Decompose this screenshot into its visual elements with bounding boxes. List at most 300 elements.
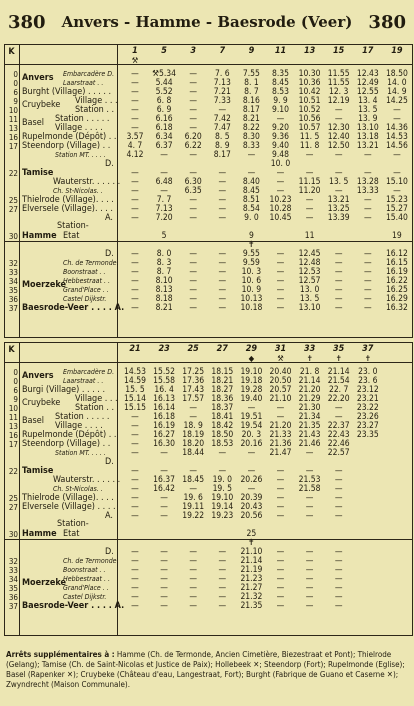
time-cell: — xyxy=(218,204,227,214)
stop-hebbestraat: Hebbestraat . . xyxy=(63,277,111,285)
km-value: 32 xyxy=(8,557,18,566)
time-cell: — xyxy=(218,565,227,575)
a-marker: A. xyxy=(105,213,113,223)
time-cell: — xyxy=(131,258,139,268)
km-value: 32 xyxy=(8,259,18,268)
timetable-block-morning xyxy=(4,44,413,338)
time-cell: — xyxy=(334,583,343,593)
time-cell: — xyxy=(276,547,285,557)
time-cell: — xyxy=(276,114,285,124)
time-cell: 17.25 xyxy=(182,367,205,377)
time-cell: — xyxy=(276,583,285,593)
stop-steendorp-station: Station MT. . . . . xyxy=(55,449,106,457)
time-cell: 6.48 xyxy=(155,177,173,187)
time-cell: 7.33 xyxy=(213,96,231,106)
time-cell: — xyxy=(131,168,139,178)
time-cell: — xyxy=(218,556,227,566)
time-cell: — xyxy=(218,303,227,313)
stop-grand-place: Grand'Place . . xyxy=(63,584,109,592)
time-cell: — xyxy=(276,403,285,413)
footnote-text: Hamme (Ch. de Termonde, Ancien Cimetière, Biezestraat et Pont); Thielrode (Gelang); Tamise (Ch. de Saint-Nicolas et Justice de Paix); Hollebeek ✕; Steendorp (Fort); Rupelmonde (Eglise); Basel (Rapenker ✕); Cruybeke (Château d'eau, Langestraat, Fort); Burght (Fabrique de Guano et Caserne ✕); Zwyndrecht (Maison Communale). xyxy=(6,650,405,689)
time-cell: — xyxy=(189,592,198,602)
time-cell: — xyxy=(218,448,227,458)
station-steendorp: Steendorp (Village) . . xyxy=(22,141,111,151)
time-cell: — xyxy=(305,213,314,223)
time-cell: 8.45 xyxy=(242,186,260,196)
station-burght: Burght (Village) . . . . . xyxy=(22,87,112,97)
time-cell: 13.10 xyxy=(298,303,321,313)
time-cell: 21.14 xyxy=(240,556,263,566)
time-cell: 13. 9 xyxy=(358,114,378,124)
time-cell: — xyxy=(334,484,343,494)
time-cell: 5.44 xyxy=(155,78,173,88)
time-cell: — xyxy=(189,105,198,115)
time-cell: — xyxy=(334,105,343,115)
time-cell: — xyxy=(131,502,139,512)
time-cell: 16.29 xyxy=(385,294,408,304)
time-cell: — xyxy=(131,448,139,458)
km-value: 0 xyxy=(13,70,18,79)
d-marker-hamme: D. xyxy=(105,249,114,259)
time-cell: — xyxy=(363,285,372,295)
train-number: 29 xyxy=(245,344,258,354)
d-marker: D. xyxy=(105,159,114,169)
time-cell: — xyxy=(189,168,198,178)
km-value: 9 xyxy=(13,97,18,106)
time-cell: 21.29 xyxy=(298,394,321,404)
stop-basel-village: Village . . . . xyxy=(55,421,103,431)
time-cell: 21.10 xyxy=(240,547,263,557)
stop-laarstraat: Laarstraat . . xyxy=(63,79,104,87)
train-number: 37 xyxy=(362,344,374,354)
time-cell: — xyxy=(189,114,198,124)
time-cell: — xyxy=(276,574,285,584)
stop-cruybeke-station: Station . . xyxy=(75,403,115,413)
time-cell: 8.17 xyxy=(213,150,231,160)
hamme-divider xyxy=(5,241,412,242)
time-cell: 14.59 xyxy=(124,376,146,386)
time-cell: — xyxy=(276,249,285,259)
time-cell: 13.21 xyxy=(327,195,350,205)
stop-laarstraat: Laarstraat . . xyxy=(63,377,104,385)
stop-boonstraat: Boonstraat . . xyxy=(63,268,106,276)
time-cell: 6. 8 xyxy=(156,96,172,106)
time-cell: 20. 3 xyxy=(241,430,262,440)
time-cell: 15.14 xyxy=(124,394,146,404)
time-cell: — xyxy=(131,511,139,521)
time-cell: — xyxy=(189,547,198,557)
km-value: 13 xyxy=(8,124,18,133)
time-cell: 18.21 xyxy=(211,376,234,386)
time-cell: — xyxy=(131,466,139,476)
time-cell: — xyxy=(131,430,139,440)
time-cell: — xyxy=(131,213,139,223)
time-cell: 14.36 xyxy=(385,123,408,133)
time-cell: 13.10 xyxy=(356,123,379,133)
time-cell: 23.12 xyxy=(356,385,379,395)
time-cell: — xyxy=(247,168,256,178)
time-cell: 21. 8 xyxy=(299,367,320,377)
station-thielrode: Thielrode (Village). . . . xyxy=(22,195,114,205)
time-cell: — xyxy=(218,574,227,584)
time-cell: 8. 1 xyxy=(244,78,259,88)
station-rupelmonde: Rupelmonde (Dépôt) . . xyxy=(22,430,117,440)
km-value: 17 xyxy=(8,440,18,449)
km-value: 36 xyxy=(8,593,18,602)
time-cell: — xyxy=(393,150,401,160)
km-value: 35 xyxy=(8,584,18,593)
time-cell: 8. 7 xyxy=(156,267,172,277)
km-label: K xyxy=(8,47,15,57)
time-cell: — xyxy=(276,303,285,313)
time-cell: 18.20 xyxy=(182,439,205,449)
time-cell: — xyxy=(131,475,139,485)
time-cell: — xyxy=(305,511,314,521)
time-cell: 16.14 xyxy=(153,403,176,413)
time-cell: 13. 4 xyxy=(358,96,378,106)
stop-basel-station: Station . . . . . xyxy=(55,412,110,422)
time-cell: 6.20 xyxy=(184,132,202,142)
time-cell: — xyxy=(160,511,168,521)
time-cell: — xyxy=(334,601,343,611)
time-cell: 8.40 xyxy=(242,177,260,187)
time-cell: — xyxy=(393,186,401,196)
km-value: 37 xyxy=(8,602,18,611)
time-cell: 13.33 xyxy=(356,186,379,196)
time-cell: 9 xyxy=(248,231,254,241)
station-elversele: Elversele (Village) . . . . xyxy=(22,502,116,512)
stop-ch-st-nicolas: Ch. St-Nicolas. . xyxy=(53,485,103,493)
time-cell: 8.18 xyxy=(155,294,173,304)
time-cell: — xyxy=(131,583,139,593)
time-cell: — xyxy=(305,204,314,214)
time-cell: 12.40 xyxy=(327,132,350,142)
page-header xyxy=(0,0,414,42)
time-cell: 13. 0 xyxy=(299,285,320,295)
time-cell: — xyxy=(189,466,198,476)
time-cell: 18.45 xyxy=(182,475,205,485)
time-cell: — xyxy=(334,565,343,575)
time-cell: — xyxy=(189,96,198,106)
km-value: 10 xyxy=(8,404,18,413)
train-number: 13 xyxy=(303,46,316,56)
time-cell: — xyxy=(160,601,168,611)
station-divider xyxy=(117,45,118,337)
time-cell: 13. 5 xyxy=(328,177,349,187)
time-cell: — xyxy=(276,168,285,178)
time-cell: — xyxy=(363,294,372,304)
hamme-divider xyxy=(5,539,412,540)
time-cell: 22.37 xyxy=(327,421,350,431)
time-cell: — xyxy=(160,448,168,458)
time-cell: — xyxy=(189,601,198,611)
time-cell: 23.27 xyxy=(356,421,379,431)
time-cell: 21.47 xyxy=(269,448,292,458)
time-cell: — xyxy=(218,105,227,115)
time-cell: 5 xyxy=(161,231,167,241)
time-cell: 16.25 xyxy=(385,285,408,295)
time-cell: 8.21 xyxy=(242,114,260,124)
time-cell: 14.53 xyxy=(385,132,408,142)
time-cell: — xyxy=(189,556,198,566)
time-cell: 10.18 xyxy=(240,303,263,313)
time-cell: 6.30 xyxy=(184,177,202,187)
time-cell: — xyxy=(334,114,343,124)
time-cell: — xyxy=(334,267,343,277)
time-cell: — xyxy=(131,195,139,205)
stop-castel-dijkstr: Castel Dijkstr. xyxy=(63,593,107,601)
time-cell: — xyxy=(131,204,139,214)
time-cell: — xyxy=(393,168,401,178)
stop-hamme-station-1: Station- xyxy=(57,221,89,231)
time-cell: — xyxy=(131,556,139,566)
time-cell: — xyxy=(160,502,168,512)
time-cell: 6.37 xyxy=(155,141,173,151)
time-cell: 18.27 xyxy=(211,385,234,395)
time-cell: 15.15 xyxy=(124,403,146,413)
time-cell: 8.22 xyxy=(242,123,260,133)
time-cell: — xyxy=(393,114,401,124)
time-cell: — xyxy=(218,267,227,277)
time-cell: 21.23 xyxy=(240,574,263,584)
stop-embarcadere: Embarcadère D. xyxy=(63,70,115,78)
time-cell: 12.45 xyxy=(298,249,321,259)
time-cell: — xyxy=(276,276,285,286)
time-cell: — xyxy=(189,123,198,133)
km-value: 6 xyxy=(13,88,18,97)
time-cell: 9.59 xyxy=(242,258,260,268)
time-cell: — xyxy=(189,195,198,205)
time-cell: — xyxy=(334,556,343,566)
stop-basel-station: Station . . . . . xyxy=(55,114,110,124)
time-cell: — xyxy=(189,204,198,214)
stop-embarcadere: Embarcadère D. xyxy=(63,368,115,376)
train-number: 11 xyxy=(274,46,287,56)
time-cell: 11. 8 xyxy=(299,141,320,151)
time-cell: — xyxy=(131,294,139,304)
time-cell: 7.13 xyxy=(213,78,231,88)
time-cell: — xyxy=(218,186,227,196)
time-cell: 20.57 xyxy=(269,385,292,395)
time-cell: 21.30 xyxy=(298,403,321,413)
time-cell: 19.10 xyxy=(240,367,263,377)
time-cell: — xyxy=(131,285,139,295)
d-marker: D. xyxy=(105,457,114,467)
station-cruybeke: Cruybeke xyxy=(22,100,61,110)
time-cell: 12.30 xyxy=(327,123,350,133)
time-cell: 12.49 xyxy=(356,78,379,88)
table-number-right: 380 xyxy=(368,12,406,33)
time-cell: — xyxy=(160,168,168,178)
km-value: 17 xyxy=(8,142,18,151)
time-cell: 20.40 xyxy=(269,367,292,377)
time-cell: ✝ xyxy=(248,240,255,250)
train-number: 7 xyxy=(219,46,226,56)
time-cell: 14.53 xyxy=(124,367,146,377)
time-cell: — xyxy=(131,565,139,575)
time-cell: 16.30 xyxy=(153,439,176,449)
time-cell: — xyxy=(363,267,372,277)
time-cell: 23.22 xyxy=(356,403,379,413)
time-cell: — xyxy=(218,249,227,259)
time-cell: — xyxy=(131,493,139,503)
train-number: 3 xyxy=(190,46,196,56)
time-cell: 15.52 xyxy=(153,367,176,377)
time-cell: — xyxy=(189,565,198,575)
time-cell: — xyxy=(189,294,198,304)
time-cell: 6.22 xyxy=(184,141,202,151)
time-cell: — xyxy=(276,511,285,521)
time-cell: 18.50 xyxy=(385,69,408,79)
time-cell: 21.54 xyxy=(327,376,350,386)
stop-cruybeke-village: Village . . . xyxy=(75,394,118,404)
time-cell: 19 xyxy=(392,231,402,241)
time-cell: — xyxy=(247,466,256,476)
time-cell: 10.42 xyxy=(298,87,321,97)
time-cell: — xyxy=(305,565,314,575)
time-cell: — xyxy=(131,484,139,494)
station-tamise: Tamise xyxy=(22,466,54,476)
d-marker-hamme: D. xyxy=(105,547,114,557)
time-cell: 20.50 xyxy=(269,376,292,386)
train-symbol: ⚒ xyxy=(277,354,284,363)
time-cell: 16.18 xyxy=(153,412,176,422)
time-cell: 19.11 xyxy=(182,502,205,512)
stop-hamme-station-2: Etat xyxy=(63,231,80,241)
time-cell: 19.22 xyxy=(182,511,205,521)
time-cell: — xyxy=(363,276,372,286)
station-baesrode: Baesrode-Veer . . . . A. xyxy=(22,601,125,611)
time-cell: — xyxy=(218,592,227,602)
time-cell: 19.23 xyxy=(211,511,234,521)
time-cell: 20.16 xyxy=(240,439,263,449)
time-cell: 8.17 xyxy=(242,105,260,115)
time-cell: 12.55 xyxy=(356,87,379,97)
time-cell: — xyxy=(218,466,227,476)
time-cell: — xyxy=(305,547,314,557)
train-symbol: ✝ xyxy=(364,354,371,363)
time-cell: 7.13 xyxy=(155,204,173,214)
time-cell: — xyxy=(363,249,372,259)
time-cell: 15.23 xyxy=(385,195,408,205)
time-cell: — xyxy=(131,87,139,97)
time-cell: 10.23 xyxy=(269,195,292,205)
km-value: 16 xyxy=(8,133,18,142)
time-cell: — xyxy=(131,547,139,557)
time-cell: 16.19 xyxy=(385,267,408,277)
km-value: 33 xyxy=(8,268,18,277)
time-cell: 9.36 xyxy=(271,132,290,142)
time-cell: 21.35 xyxy=(298,421,321,431)
km-value: 30 xyxy=(8,530,18,539)
time-cell: 7.21 xyxy=(213,87,231,97)
time-cell: 13.21 xyxy=(356,141,379,151)
train-number: 9 xyxy=(248,46,255,56)
time-cell: — xyxy=(131,177,139,187)
time-cell: — xyxy=(334,574,343,584)
time-cell: — xyxy=(276,601,285,611)
time-cell: 3.57 xyxy=(126,132,144,142)
time-cell: 9.55 xyxy=(242,249,260,259)
train-symbol: ◆ xyxy=(248,354,255,363)
time-cell: 14. 9 xyxy=(387,87,407,97)
stop-hebbestraat: Hebbestraat . . xyxy=(63,575,111,583)
time-cell: — xyxy=(189,150,198,160)
time-cell: 21.36 xyxy=(269,439,292,449)
time-cell: — xyxy=(218,177,227,187)
time-cell: — xyxy=(363,213,372,223)
km-value: 27 xyxy=(8,503,18,512)
time-cell: — xyxy=(131,186,139,196)
time-cell: — xyxy=(334,412,343,422)
footnote xyxy=(6,650,408,690)
time-cell: 21.20 xyxy=(298,385,321,395)
time-cell: — xyxy=(189,303,198,313)
time-cell: — xyxy=(131,69,139,79)
time-cell: 9.10 xyxy=(271,105,290,115)
time-cell: 19.40 xyxy=(240,394,263,404)
time-cell: 12.57 xyxy=(298,276,321,286)
time-cell: 16.37 xyxy=(153,475,176,485)
time-cell: — xyxy=(276,493,285,503)
time-cell: 10.52 xyxy=(298,105,321,115)
train-number: 19 xyxy=(391,46,403,56)
time-cell: 10. 0 xyxy=(270,159,291,169)
km-value: 16 xyxy=(8,431,18,440)
km-value: 34 xyxy=(8,277,18,286)
time-cell: ⚒5.34 xyxy=(152,69,177,79)
time-cell: 7. 6 xyxy=(215,69,230,79)
km-value: 25 xyxy=(8,494,18,503)
time-cell: 7.47 xyxy=(213,123,231,133)
time-cell: — xyxy=(276,502,285,512)
time-cell: 11.55 xyxy=(327,78,350,88)
time-cell: 17.43 xyxy=(182,385,205,395)
stop-castel-dijkstr: Castel Dijkstr. xyxy=(63,295,107,303)
time-cell: 6.16 xyxy=(155,114,173,124)
time-cell: 15. 5 xyxy=(125,385,145,395)
time-cell: 11.15 xyxy=(298,177,321,187)
km-value: 25 xyxy=(8,196,18,205)
time-cell: 16.32 xyxy=(385,303,408,313)
time-cell: 13.25 xyxy=(327,204,350,214)
time-cell: 15.27 xyxy=(385,204,408,214)
time-cell: 19. 5 xyxy=(212,484,233,494)
time-cell: 23.26 xyxy=(356,412,379,422)
km-value: 6 xyxy=(13,386,18,395)
time-cell: 22.20 xyxy=(327,394,350,404)
time-cell: 11.20 xyxy=(298,186,321,196)
time-cell: — xyxy=(131,412,139,422)
time-cell: — xyxy=(363,204,372,214)
time-cell: 18.41 xyxy=(211,412,234,422)
station-cruybeke: Cruybeke xyxy=(22,398,61,408)
time-cell: 11 xyxy=(304,231,315,241)
time-cell: — xyxy=(305,574,314,584)
station-basel: Basel xyxy=(22,416,44,426)
km-label: K xyxy=(8,345,15,355)
time-cell: 10. 3 xyxy=(241,267,262,277)
time-cell: — xyxy=(334,511,343,521)
time-cell: 21.46 xyxy=(298,439,321,449)
stop-basel-village: Village . . . . xyxy=(55,123,103,133)
time-cell: 25 xyxy=(246,529,257,539)
time-cell: — xyxy=(247,150,256,160)
time-cell: — xyxy=(189,267,198,277)
footnote-lead: Arrêts supplémentaires à : xyxy=(6,650,115,659)
time-cell: 21.35 xyxy=(240,601,263,611)
time-cell: — xyxy=(334,150,343,160)
